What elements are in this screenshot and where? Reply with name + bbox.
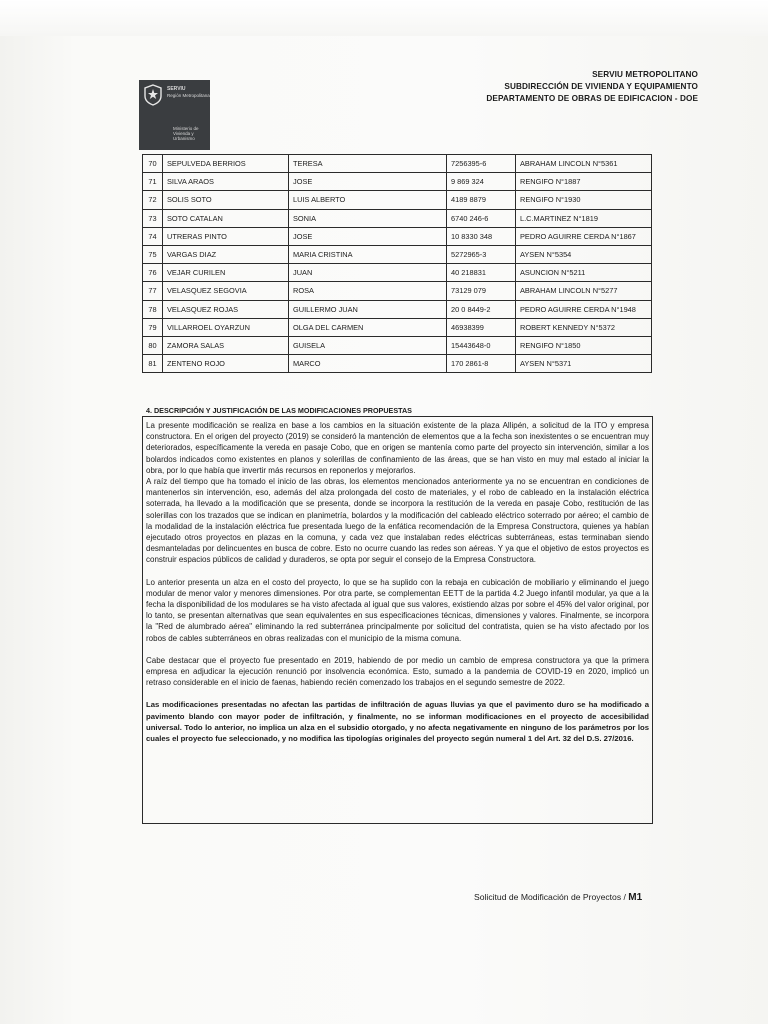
- cell-apellido: VARGAS DIAZ: [163, 245, 289, 263]
- cell-rut: 15443648-0: [447, 336, 516, 354]
- paragraph-2: A raíz del tiempo que ha tomado el inicio de las obras, los elementos mencionados anteriormente ya no se encuentran en condiciones de mantenerlos sin intervención, eso, además del alza prolongada del costo de materiales, y el robo de cableado en la instalación eléctrica soterrada, ha llevado a la modificación que se presenta, donde se incorpora la restitución de la vereda en pasaje Cobo, restitución de las solerillas con los trazados que se indican en planimetría, bolardos y la modificación del cableado eléctrico soterrado por aéreo; el cambio de la modalidad de la instalación eléctrica fue presentada luego de la enfática recomendación de la Empresa Constructora, quienes ya habían ejecutado otros proyectos en plazas en la comuna, y cada vez que instalaban redes eléctricas subterráneas, estas terminaban siendo desmanteladas por delincuentes en busca de cobre. Esto no ocurre cuando las redes son aéreas. Y ya que el objetivo de estos proyectos es construir espacios públicos de calidad y duraderos, se opta por seguir el consejo de la Empresa Constructora.: [146, 477, 649, 565]
- cell-num: 74: [143, 227, 163, 245]
- cell-num: 71: [143, 173, 163, 191]
- cell-apellido: SILVA ARAOS: [163, 173, 289, 191]
- cell-num: 70: [143, 155, 163, 173]
- cell-rut: 170 2861-8: [447, 355, 516, 373]
- cell-direccion: ABRAHAM LINCOLN N°5277: [516, 282, 652, 300]
- cell-nombre: LUIS ALBERTO: [289, 191, 447, 209]
- table-row: [143, 191, 652, 209]
- cell-apellido: VEJAR CURILEN: [163, 264, 289, 282]
- table-row: [143, 155, 652, 173]
- logo-subtitle: Región Metropolitana: [167, 93, 210, 98]
- table-row: [143, 336, 652, 354]
- table-row: [143, 245, 652, 263]
- cell-direccion: RENGIFO N°1887: [516, 173, 652, 191]
- table-row: [143, 282, 652, 300]
- cell-num: 81: [143, 355, 163, 373]
- cell-nombre: ROSA: [289, 282, 447, 300]
- cell-rut: 5272965-3: [447, 245, 516, 263]
- cell-rut: 40 218831: [447, 264, 516, 282]
- table-row: [143, 209, 652, 227]
- paragraph-5: Las modificaciones presentadas no afectan las partidas de infiltración de aguas lluvias ya que el pavimento duro se ha modificado a pavimento blando con mayor poder de infiltración, y finalmente, no se informan modificaciones en el proyecto de accesibilidad universal. Todo lo anterior, no implica un alza en el subsidio otorgado, y no afecta negativamente en ninguno de los parámetros por los cuales el proyecto fue seleccionado, y no modifica las tipologías originales del proyecto según numeral 1 del Art. 32 del D.S. 27/2016.: [146, 700, 649, 744]
- cell-nombre: JOSE: [289, 173, 447, 191]
- cell-nombre: MARCO: [289, 355, 447, 373]
- cell-num: 76: [143, 264, 163, 282]
- cell-apellido: VILLARROEL OYARZUN: [163, 318, 289, 336]
- cell-num: 78: [143, 300, 163, 318]
- cell-rut: 10 8330 348: [447, 227, 516, 245]
- cell-num: 79: [143, 318, 163, 336]
- table-row: [143, 173, 652, 191]
- residents-table: [142, 154, 652, 373]
- header-line-3: DEPARTAMENTO DE OBRAS DE EDIFICACION - DOE: [486, 94, 698, 103]
- logo-title: SERVIU: [167, 86, 186, 92]
- cell-direccion: PEDRO AGUIRRE CERDA N°1948: [516, 300, 652, 318]
- cell-rut: 46938399: [447, 318, 516, 336]
- cell-direccion: AYSEN N°5371: [516, 355, 652, 373]
- cell-nombre: GUILLERMO JUAN: [289, 300, 447, 318]
- logo-ministry: Ministerio de Vivienda y Urbanismo: [173, 126, 199, 141]
- cell-nombre: TERESA: [289, 155, 447, 173]
- cell-num: 75: [143, 245, 163, 263]
- cell-nombre: OLGA DEL CARMEN: [289, 318, 447, 336]
- cell-rut: 7256395-6: [447, 155, 516, 173]
- cell-apellido: ZAMORA SALAS: [163, 336, 289, 354]
- cell-apellido: ZENTENO ROJO: [163, 355, 289, 373]
- cell-direccion: ASUNCION N°5211: [516, 264, 652, 282]
- cell-apellido: VELASQUEZ ROJAS: [163, 300, 289, 318]
- cell-rut: 4189 8879: [447, 191, 516, 209]
- residents-table-body: [143, 155, 652, 373]
- cell-apellido: SOTO CATALAN: [163, 209, 289, 227]
- paragraph-3: Lo anterior presenta un alza en el costo del proyecto, lo que se ha suplido con la rebaja en cubicación de mobiliario y eliminando el juego modular de menor valor y menores dimensiones. Por otra parte, se complementan EETT de la partida 4.2 Juego infantil modular, ya que a la fecha la disponibilidad de los modulares se ha visto afectada al igual que sus valores, existiendo alzas por sobre el 45% del valor original, por lo tanto, se presentan alternativas que sean equivalentes en sus especificaciones técnicas, dimensiones y valores. Finalmente, se incorpora la "Red de alumbrado aérea" eliminando la red subterránea principalmente por solicitud del contratista, quien se ha visto afectado por los robos de cables subterráneos en obras realizadas con el municipio de la misma comuna.: [146, 577, 649, 643]
- serviu-logo: [139, 80, 210, 150]
- section-title: 4. DESCRIPCIÓN Y JUSTIFICACIÓN DE LAS MODIFICACIONES PROPUESTAS: [146, 406, 412, 415]
- footer-label: Solicitud de Modificación de Proyectos /: [474, 892, 626, 902]
- cell-nombre: MARIA CRISTINA: [289, 245, 447, 263]
- cell-num: 80: [143, 336, 163, 354]
- header-line-2: SUBDIRECCIÓN DE VIVIENDA Y EQUIPAMIENTO: [504, 82, 698, 91]
- description-box: [142, 416, 653, 824]
- cell-apellido: SEPULVEDA BERRIOS: [163, 155, 289, 173]
- cell-direccion: RENGIFO N°1930: [516, 191, 652, 209]
- cell-num: 72: [143, 191, 163, 209]
- scan-top-band: [0, 0, 768, 36]
- cell-rut: 73129 079: [447, 282, 516, 300]
- cell-direccion: AYSEN N°5354: [516, 245, 652, 263]
- chile-shield-icon: [143, 84, 163, 106]
- cell-nombre: SONIA: [289, 209, 447, 227]
- table-row: [143, 318, 652, 336]
- footer: [474, 892, 642, 903]
- cell-nombre: GUISELA: [289, 336, 447, 354]
- footer-code: M1: [628, 892, 643, 903]
- paragraph-1: La presente modificación se realiza en base a los cambios en la situación existente de la plaza Allipén, a solicitud de la ITO y empresa constructora. En el origen del proyecto (2019) se consideró la mantención de elementos que a la fecha son inexistentes o se encuentran muy deteriorados, específicamente la vereda en pasaje Cobo, que en origen se mantenía como parte del proyecto sin intervención, similar a los bolardos indicados como existentes en planos y solerillas de confinamiento de las áreas, que se han visto en muy mal estado al iniciar la obra, por lo que había que invertir más recursos en reponerlos y mejorarlos.: [146, 421, 649, 475]
- cell-direccion: L.C.MARTINEZ N°1819: [516, 209, 652, 227]
- paragraph-4: Cabe destacar que el proyecto fue presentado en 2019, habiendo de por medio un cambio de empresa constructora ya que la primera empresa en adjudicar la ejecución renunció por insolvencia económica. Esto, sumado a la pandemia de COVID-19 en 2020, implicó un retraso considerable en el inicio de faenas, habiendo recién comenzado los trabajos en el segundo semestre de 2022.: [146, 655, 649, 688]
- cell-rut: 9 869 324: [447, 173, 516, 191]
- cell-apellido: UTRERAS PINTO: [163, 227, 289, 245]
- table-row: [143, 355, 652, 373]
- table-row: [143, 300, 652, 318]
- cell-rut: 6740 246-6: [447, 209, 516, 227]
- cell-nombre: JOSE: [289, 227, 447, 245]
- cell-direccion: ABRAHAM LINCOLN N°5361: [516, 155, 652, 173]
- cell-direccion: PEDRO AGUIRRE CERDA N°1867: [516, 227, 652, 245]
- table-row: [143, 227, 652, 245]
- header-line-1: SERVIU METROPOLITANO: [592, 70, 698, 79]
- cell-apellido: SOLIS SOTO: [163, 191, 289, 209]
- cell-direccion: RENGIFO N°1850: [516, 336, 652, 354]
- cell-nombre: JUAN: [289, 264, 447, 282]
- cell-num: 77: [143, 282, 163, 300]
- cell-direccion: ROBERT KENNEDY N°5372: [516, 318, 652, 336]
- cell-num: 73: [143, 209, 163, 227]
- cell-rut: 20 0 8449-2: [447, 300, 516, 318]
- cell-apellido: VELASQUEZ SEGOVIA: [163, 282, 289, 300]
- table-row: [143, 264, 652, 282]
